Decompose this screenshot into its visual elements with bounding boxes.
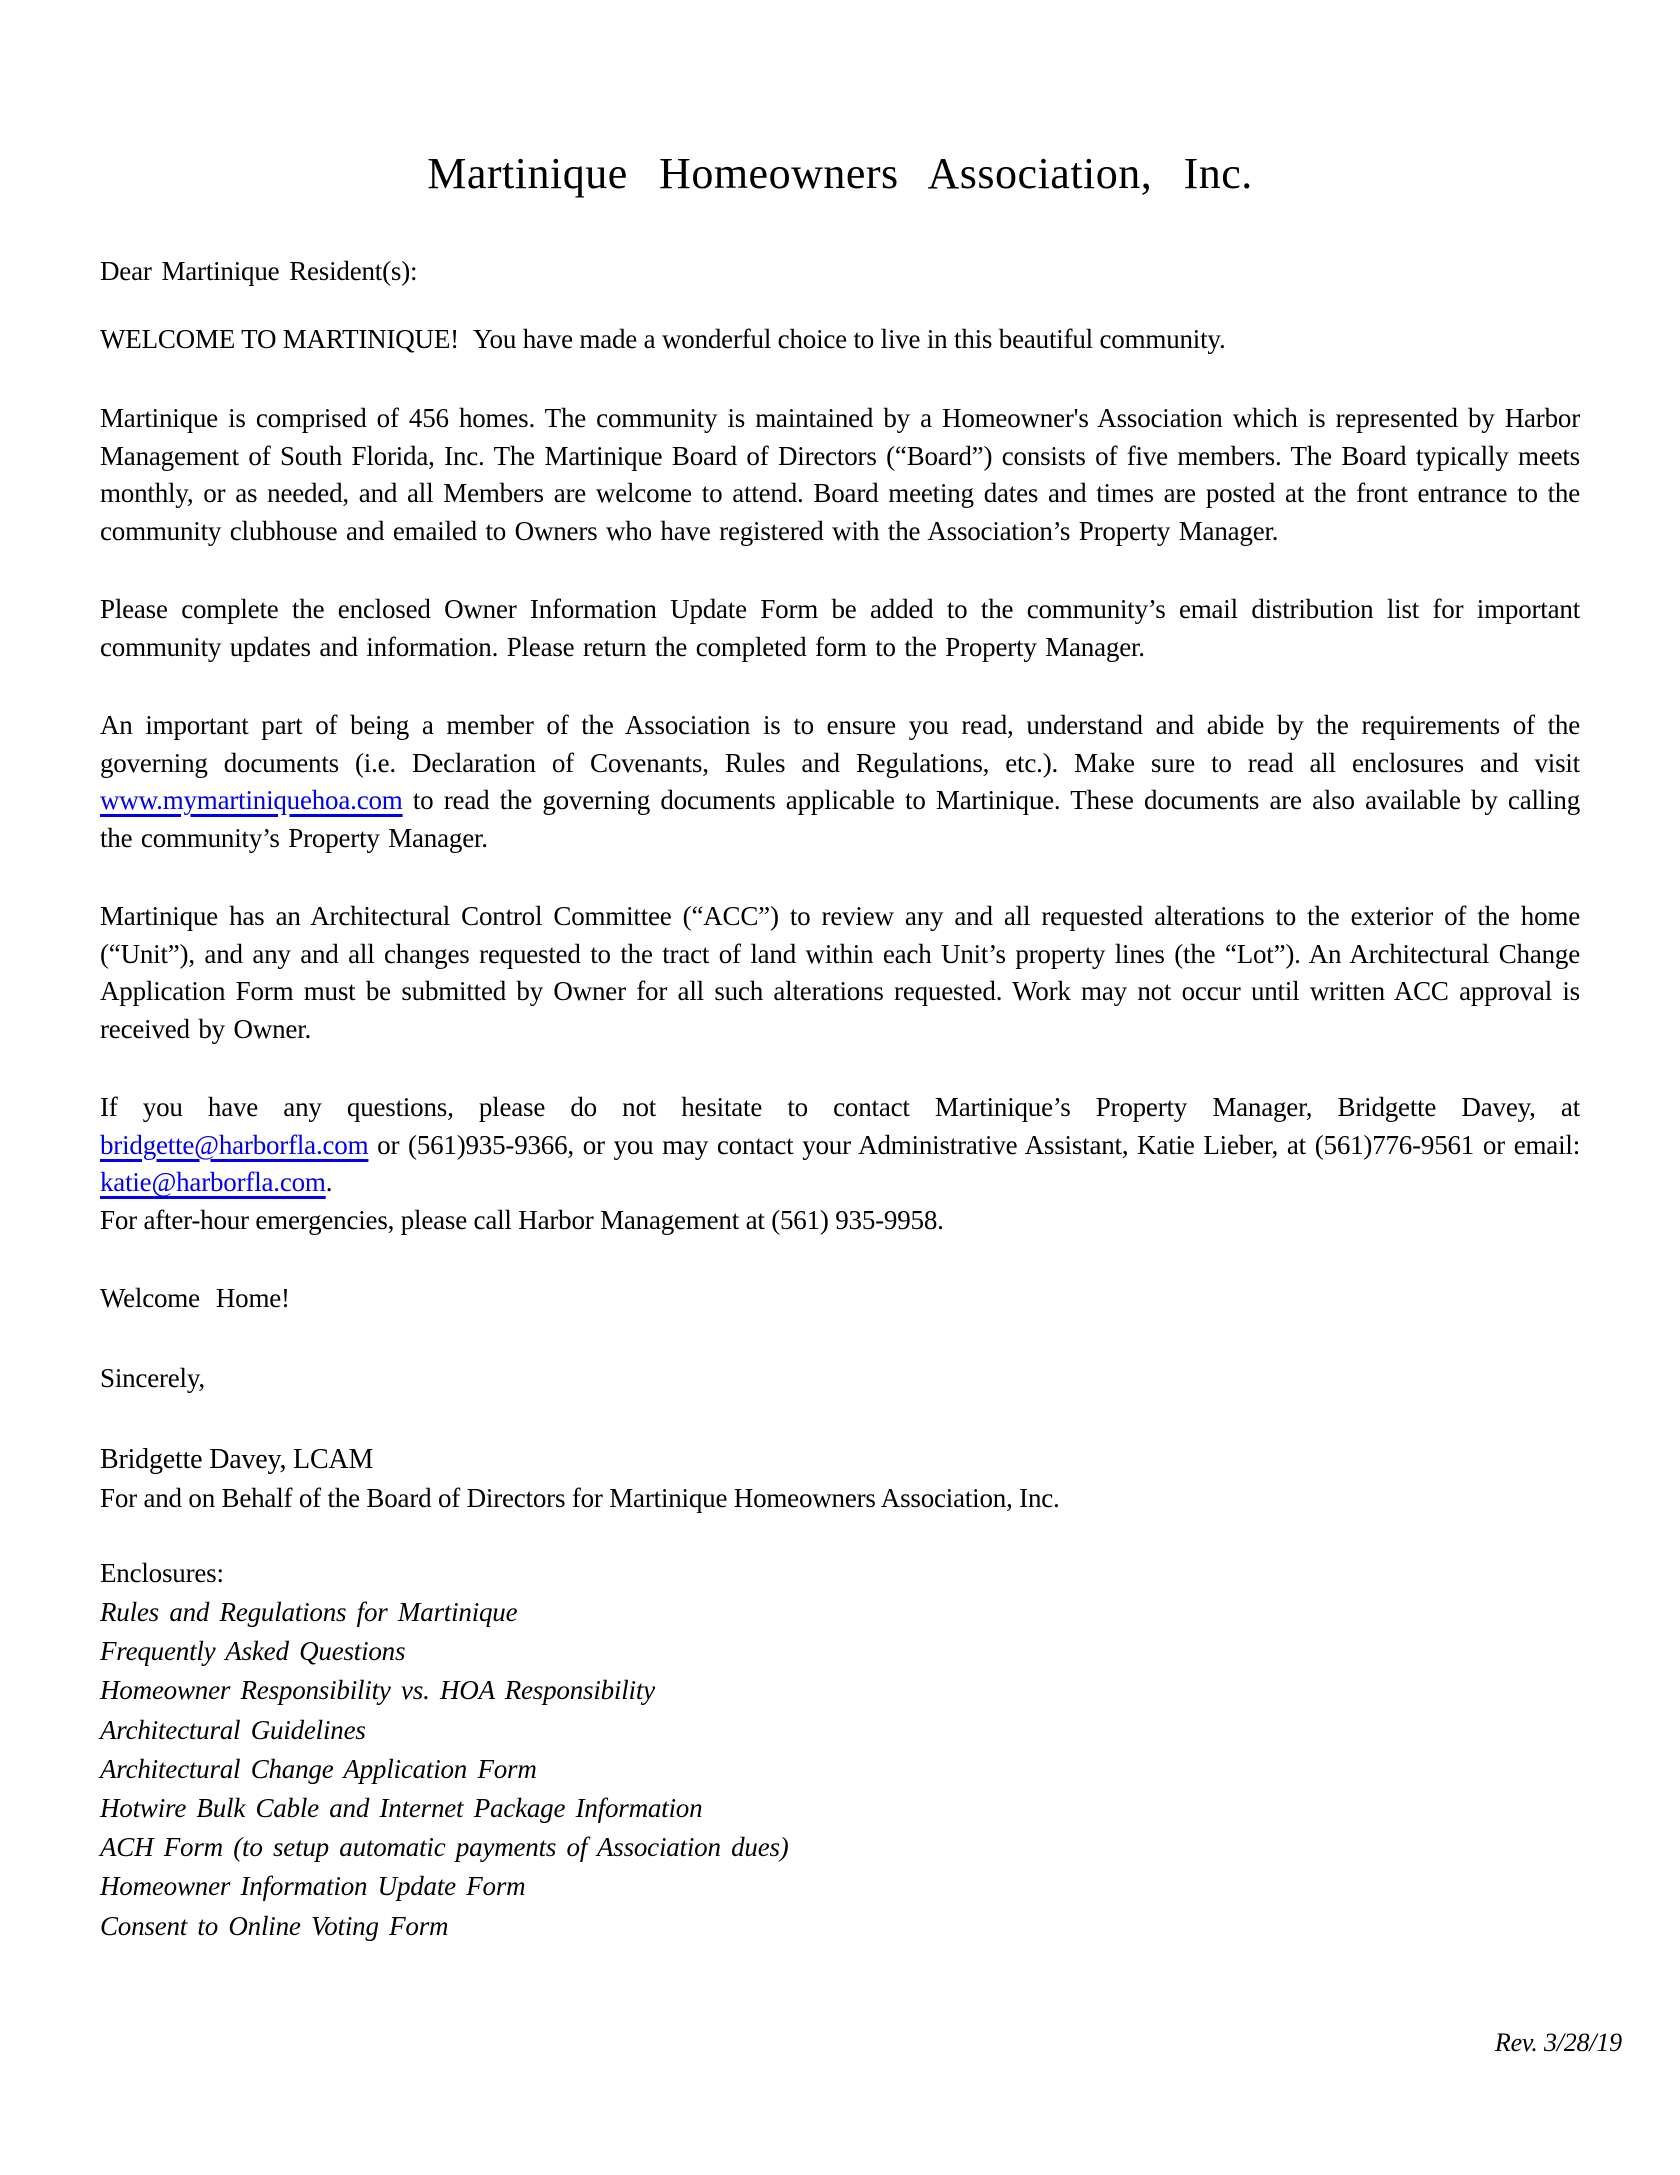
paragraph-contact-mid: or (561)935-9366, or you may contact your Administrative Assistant, Katie Lieber, at (561)776-9561 or email: [368,1129,1580,1160]
hoa-website-link[interactable]: www.mymartiniquehoa.com [100,785,403,815]
paragraph-governing [100,707,1580,857]
paragraph-contact-post: . [325,1167,333,1197]
enclosure-item: ACH Form (to setup automatic payments of Association dues) [100,1832,789,1863]
revision-date: Rev. 3/28/19 [1494,2028,1622,2057]
enclosure-item: Architectural Change Application Form [100,1753,537,1784]
paragraph-governing-post: to read the governing documents applicable to Martinique. These documents are also available by calling the community’s Property Manager. [100,785,1580,853]
welcome-rest: You have made a wonderful choice to live in this beautiful community. [472,324,1226,354]
paragraph-contact [100,1089,1580,1202]
signature-behalf: For and on Behalf of the Board of Directors for Martinique Homeowners Association, Inc. [100,1483,1060,1513]
signature-block [100,1441,1580,1517]
paragraph-update-form: Please complete the enclosed Owner Information Update Form be added to the community’s email distribution list for important community updates and information. Please return the completed form to the Property Manager. [100,594,1580,662]
enclosure-item: Homeowner Information Update Form [100,1871,526,1902]
signature-name: Bridgette Davey, LCAM [100,1444,374,1475]
enclosure-item: Frequently Asked Questions [100,1636,406,1667]
enclosure-item: Hotwire Bulk Cable and Internet Package Information [100,1793,703,1824]
paragraph-community: Martinique is comprised of 456 homes. The community is maintained by a Homeowner's Association which is represented by Harbor Management of South Florida, Inc. The Martinique Board of Directors (“Board”) consists of five members. The Board typically meets monthly, or as needed, and all Members are welcome to attend. Board meeting dates and times are posted at the front entrance to the community clubhouse and emailed to Owners who have registered with the Association’s Property Manager. [100,403,1580,546]
enclosures-list [100,1593,1580,1946]
page-title: Martinique Homeowners Association, Inc. [427,149,1253,198]
bridgette-email-link[interactable]: bridgette@harborfla.com [100,1129,369,1160]
enclosures-heading: Enclosures: [100,1558,224,1588]
paragraph-acc: Martinique has an Architectural Control Committee (“ACC”) to review any and all requested alterations to the exterior of the home (“Unit”), and any and all changes requested to the tract of land within each Unit’s property lines (the “Lot”). An Architectural Change Application Form must be submitted by Owner for all such alterations requested. Work may not occur until written ACC approval is received by Owner. [100,901,1580,1044]
welcome-heading: WELCOME TO MARTINIQUE! [100,324,459,354]
enclosure-item: Rules and Regulations for Martinique [100,1597,518,1627]
paragraph-governing-pre: An important part of being a member of the Association is to ensure you read, understand and abide by the requirements of the governing documents (i.e. Declaration of Covenants, Rules and Regulations, etc.). Make sure to read all enclosures and visit [100,710,1580,778]
enclosure-item: Architectural Guidelines [100,1714,366,1745]
enclosure-item: Homeowner Responsibility vs. HOA Responsibility [100,1675,655,1706]
katie-email-link[interactable]: katie@harborfla.com [100,1167,326,1197]
closing-sincerely: Sincerely, [100,1362,205,1393]
enclosure-item: Consent to Online Voting Form [100,1910,449,1941]
salutation: Dear Martinique Resident(s): [100,256,418,286]
welcome-line [100,324,1580,355]
paragraph-after-hours: For after-hour emergencies, please call Harbor Management at (561) 935-9958. [100,1204,944,1235]
paragraph-contact-pre: If you have any questions, please do not hesitate to contact Martinique’s Property Manager, Bridgette Davey, at [100,1092,1580,1122]
closing-welcome-home: Welcome Home! [100,1283,290,1313]
